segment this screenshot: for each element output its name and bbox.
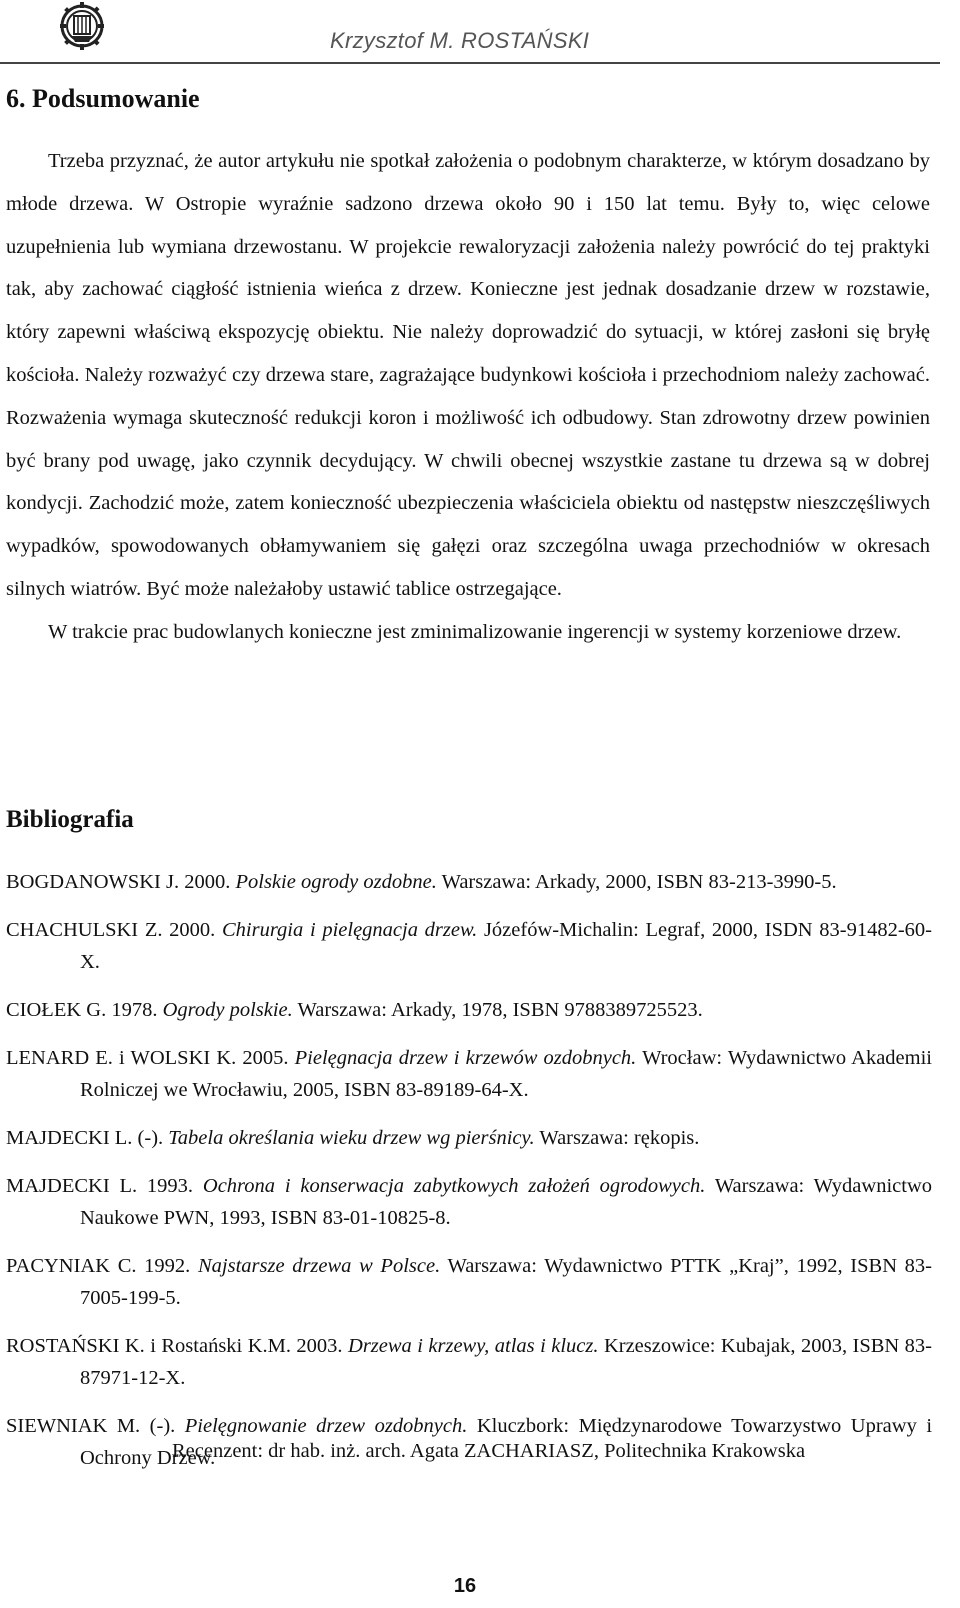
ref-author: MAJDECKI L. 1993.	[6, 1175, 194, 1197]
ref-publisher: Krzeszowice: Kubajak, 2003, ISBN 83-87971-12-X.	[80, 1335, 933, 1389]
ref-publisher: Warszawa: Wydawnictwo PTTK „Kraj”, 1992, ISBN 83-7005-199-5.	[80, 1255, 932, 1309]
ref-author: BOGDANOWSKI J. 2000.	[6, 871, 231, 893]
reference-item	[6, 1250, 932, 1314]
ref-title: Najstarsze drzewa w Polsce.	[197, 1255, 441, 1277]
reference-item	[6, 914, 932, 978]
reference-item	[6, 866, 932, 898]
ref-title: Drzewa i krzewy, atlas i klucz.	[348, 1335, 599, 1357]
header-rule	[0, 62, 940, 64]
reviewer-note: Recenzent: dr hab. inż. arch. Agata ZACHARIASZ, Politechnika Krakowska	[172, 1440, 806, 1462]
ref-title: Polskie ogrody ozdobne.	[235, 871, 437, 893]
ref-author: PACYNIAK C. 1992.	[6, 1255, 191, 1277]
section-heading: 6. Podsumowanie	[6, 84, 200, 113]
bibliography-list	[6, 866, 932, 1490]
ref-title: Pielęgnacja drzew i krzewów ozdobnych.	[294, 1047, 637, 1069]
ref-publisher: Warszawa: Arkady, 1978, ISBN 9788389725523.	[297, 999, 703, 1021]
ref-author: LENARD E. i WOLSKI K. 2005.	[6, 1047, 289, 1069]
paragraph: Trzeba przyznać, że autor artykułu nie spotkał założenia o podobnym charakterze, w którym dosadzano by młode drzewa. W Ostropie wyraźnie sadzono drzewa około 90 i 150 lat temu. Były to, więc celowe uzupełnienia lub wymiana drzewostanu. W projekcie rewaloryzacji założenia należy powrócić do tej praktyki tak, aby zachować ciągłość istnienia wieńca z drzew. Konieczne jest jednak dosadzanie drzew w rozstawie, który zapewni właściwą ekspozycję obiektu. Nie należy doprowadzić do sytuacji, w której zasłoni się bryłę kościoła. Należy rozważyć czy drzewa stare, zagrażające budynkowi kościoła i przechodniom należy zachować. Rozważenia wymaga skuteczność redukcji koron i możliwość ich odbudowy. Stan zdrowotny drzew powinien być brany pod uwagę, jako czynnik decydujący. W chwili obecnej wszystkie zastane tu drzewa są w dobrej kondycji. Zachodzić może, zatem konieczność ubezpieczenia właściciela obiektu od następstw nieszczęśliwych wypadków, spowodowanych obłamywaniem się gałęzi oraz szczególna uwaga przechodniów w okresach silnych wiatrów. Być może należałoby ustawić tablice ostrzegające.	[6, 150, 930, 600]
ref-publisher: Wrocław: Wydawnictwo Akademii Rolniczej we Wrocławiu, 2005, ISBN 83-89189-64-X.	[80, 1047, 932, 1101]
ref-title: Tabela określania wieku drzew wg pierśnicy.	[168, 1127, 535, 1149]
reference-item	[6, 1042, 932, 1106]
reference-item	[6, 1122, 932, 1154]
ref-author: SIEWNIAK M. (-).	[6, 1415, 176, 1437]
reference-item	[6, 994, 932, 1026]
university-logo-icon	[60, 2, 104, 54]
paragraph: W trakcie prac budowlanych konieczne jest zminimalizowanie ingerencji w systemy korzeniowe drzew.	[48, 620, 902, 643]
ref-author: ROSTAŃSKI K. i Rostański K.M. 2003.	[6, 1335, 343, 1357]
ref-publisher: Warszawa: rękopis.	[539, 1127, 700, 1149]
running-header-author: Krzysztof M. ROSTAŃSKI	[330, 28, 590, 53]
reference-item	[6, 1330, 932, 1394]
ref-author: MAJDECKI L. (-).	[6, 1127, 164, 1149]
page-header	[0, 0, 960, 75]
ref-publisher: Warszawa: Arkady, 2000, ISBN 83-213-3990-5.	[441, 871, 837, 893]
ref-title: Ochrona i konserwacja zabytkowych założeń ogrodowych.	[202, 1175, 706, 1197]
ref-publisher: Warszawa: Wydawnictwo Naukowe PWN, 1993, ISBN 83-01-10825-8.	[80, 1175, 932, 1229]
ref-author: CHACHULSKI Z. 2000.	[6, 919, 216, 941]
ref-publisher: Kluczbork: Międzynarodowe Towarzystwo Uprawy i Ochrony Drzew.	[80, 1415, 933, 1469]
page-number: 16	[453, 1575, 477, 1597]
summary-body	[6, 140, 930, 654]
ref-publisher: Józefów-Michalin: Legraf, 2000, ISDN 83-91482-60-X.	[80, 919, 933, 973]
ref-title: Chirurgia i pielęgnacja drzew.	[221, 919, 478, 941]
reference-item	[6, 1170, 932, 1234]
ref-title: Pielęgnowanie drzew ozdobnych.	[184, 1415, 468, 1437]
ref-author: CIOŁEK G. 1978.	[6, 999, 158, 1021]
bibliography-heading: Bibliografia	[6, 806, 134, 833]
ref-title: Ogrody polskie.	[162, 999, 293, 1021]
